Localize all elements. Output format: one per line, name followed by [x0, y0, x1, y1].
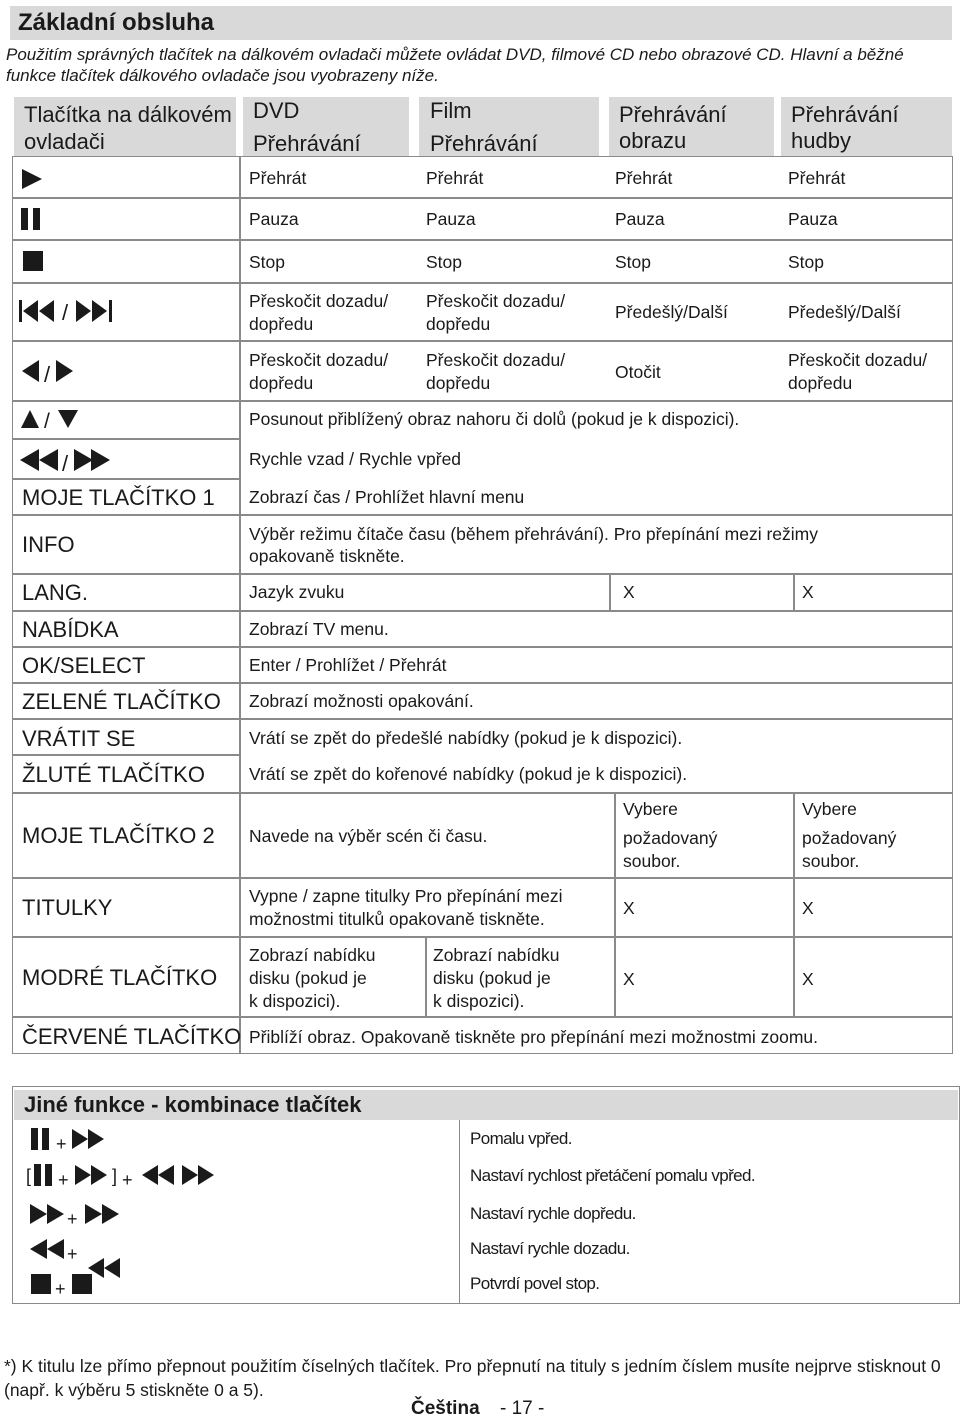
- header-music-line2: hudby: [791, 128, 851, 153]
- skip-dvd-line2: dopředu: [249, 314, 314, 334]
- skip-music: Předešlý/Další: [788, 302, 901, 322]
- lr-image: Otočit: [615, 362, 661, 382]
- lang-music: X: [802, 582, 814, 602]
- yellow-text: Vrátí se zpět do kořenové nabídky (pokud je k dispozici).: [249, 764, 688, 784]
- lang-text: Jazyk zvuku: [249, 582, 345, 602]
- pause-music: Pauza: [788, 209, 838, 229]
- blue-film-l2: disku (pokud je: [433, 968, 551, 988]
- other-functions-title: Jiné funkce - kombinace tlačítek: [24, 1092, 362, 1117]
- my-button-1-text: Zobrazí čas / Prohlížet hlavní menu: [249, 487, 525, 507]
- plus-5: +: [67, 1244, 78, 1264]
- header-dvd-line1: DVD: [253, 98, 300, 123]
- subtitles-image: X: [623, 898, 635, 918]
- pause-icon: [20, 207, 42, 231]
- lr-music-line1: Přeskočit dozadu/: [788, 350, 928, 370]
- lang-image: X: [623, 582, 635, 602]
- skip-image: Předešlý/Další: [615, 302, 728, 322]
- play-music: Přehrát: [788, 168, 846, 188]
- stop-dvd: Stop: [249, 252, 285, 272]
- svg-text:/: /: [62, 451, 69, 473]
- my-button-2-music-l2: požadovaný: [802, 828, 897, 848]
- stop-icon: [22, 250, 44, 272]
- lr-film-line1: Přeskočit dozadu/: [426, 350, 566, 370]
- combo-text-5: Potvrdí povel stop.: [470, 1274, 600, 1293]
- blue-dvd-l1: Zobrazí nabídku: [249, 945, 376, 965]
- combo-text-2: Nastaví rychlost přetáčení pomalu vpřed.: [470, 1166, 755, 1185]
- green-text: Zobrazí možnosti opakování.: [249, 691, 474, 711]
- pause-film: Pauza: [426, 209, 476, 229]
- skip-film-line1: Přeskočit dozadu/: [426, 291, 566, 311]
- header-film-line1: Film: [430, 98, 472, 123]
- svg-text:/: /: [44, 362, 51, 384]
- header-buttons: [14, 97, 236, 156]
- red-text: Přiblíží obraz. Opakovaně tiskněte pro přepínání mezi možnostmi zoomu.: [249, 1027, 819, 1047]
- rewind-forward-icon: [18, 447, 116, 473]
- lr-dvd-line1: Přeskočit dozadu/: [249, 350, 389, 370]
- header-image: [609, 97, 774, 156]
- footer-page-number: - 17 -: [500, 1398, 545, 1419]
- label-blue-button: MODRÉ TLAČÍTKO: [22, 965, 218, 990]
- play-film: Přehrát: [426, 168, 484, 188]
- up-down-icon: [20, 408, 86, 430]
- footer-language: Čeština: [411, 1398, 480, 1419]
- label-return: VRÁTIT SE: [22, 726, 136, 751]
- pause-dvd: Pauza: [249, 209, 299, 229]
- skip-film-line2: dopředu: [426, 314, 491, 334]
- label-yellow-button: ŽLUTÉ TLAČÍTKO: [22, 762, 205, 787]
- blue-music: X: [802, 969, 814, 989]
- left-right-icon: [20, 358, 80, 384]
- info-text-line1: Výběr režimu čítače času (během přehrávání). Pro přepínání mezi režimy: [249, 524, 818, 544]
- combo-text-4: Nastaví rychle dozadu.: [470, 1239, 630, 1258]
- label-lang: LANG.: [22, 580, 89, 605]
- header-music: [781, 97, 952, 156]
- svg-text:/: /: [62, 300, 69, 324]
- header-image-line2: obrazu: [619, 128, 687, 153]
- header-film-line2: Přehrávání: [430, 131, 538, 156]
- blue-dvd-l2: disku (pokud je: [249, 968, 367, 988]
- my-button-2-image-l1: Vybere: [623, 799, 678, 819]
- label-subtitles: TITULKY: [22, 895, 113, 920]
- footnote: *) K titulu lze přímo přepnout použitím číselných tlačítek. Pro přepnutí na tituly s jedním číslem musíte nejprve stisknout 0 (např. k výběru 5 stiskněte 0 a 5).: [4, 1356, 941, 1400]
- return-text: Vrátí se zpět do předešlé nabídky (pokud je k dispozici).: [249, 728, 683, 748]
- subtitles-text-l1: Vypne / zapne titulky Pro přepínání mezi: [249, 886, 563, 906]
- skip-prev-next-icon: [18, 298, 120, 324]
- play-dvd: Přehrát: [249, 168, 307, 188]
- plus-2: +: [58, 1170, 69, 1190]
- my-button-2-music-l3: soubor.: [802, 851, 860, 871]
- label-green-button: ZELENÉ TLAČÍTKO: [22, 689, 221, 714]
- plus-4: +: [67, 1209, 78, 1229]
- blue-film-l1: Zobrazí nabídku: [433, 945, 560, 965]
- plus-6: +: [55, 1279, 66, 1299]
- lr-dvd-line2: dopředu: [249, 373, 314, 393]
- label-my-button-1: MOJE TLAČÍTKO 1: [22, 485, 215, 510]
- bracket-close: ]: [112, 1166, 118, 1186]
- subtitles-text-l2: možnostmi titulků opakovaně tiskněte.: [249, 909, 545, 929]
- header-dvd: [243, 97, 409, 156]
- header-buttons-label: Tlačítka na dálkovém ovladači: [24, 102, 232, 154]
- bracket-open: [: [26, 1166, 32, 1186]
- blue-film-l3: k dispozici).: [433, 991, 525, 1011]
- my-button-2-text: Navede na výběr scén či času.: [249, 826, 488, 846]
- stop-film: Stop: [426, 252, 462, 272]
- combo-text-3: Nastaví rychle dopředu.: [470, 1204, 636, 1223]
- header-dvd-line2: Přehrávání: [253, 131, 361, 156]
- section-title-bar: [10, 6, 952, 40]
- combo-text-1: Pomalu vpřed.: [470, 1129, 572, 1148]
- plus-3: +: [122, 1170, 133, 1190]
- stop-image: Stop: [615, 252, 651, 272]
- blue-dvd-l3: k dispozici).: [249, 991, 341, 1011]
- other-functions-header: [14, 1090, 958, 1120]
- updown-text: Posunout přiblížený obraz nahoru či dolů (pokud je k dispozici).: [249, 409, 740, 429]
- lr-film-line2: dopředu: [426, 373, 491, 393]
- subtitles-music: X: [802, 898, 814, 918]
- intro-text: Použitím správných tlačítek na dálkovém ovladači můžete ovládat DVD, filmové CD nebo obrazové CD. Hlavní a běžné funkce tlačítek dálkového ovladače jsou vyobrazeny níže.: [6, 45, 904, 85]
- skip-dvd-line1: Přeskočit dozadu/: [249, 291, 389, 311]
- label-ok-select: OK/SELECT: [22, 653, 146, 678]
- rewff-text: Rychle vzad / Rychle vpřed: [249, 449, 462, 469]
- lr-music-line2: dopředu: [788, 373, 853, 393]
- play-icon: [20, 167, 44, 191]
- blue-image: X: [623, 969, 635, 989]
- my-button-2-music-l1: Vybere: [802, 799, 857, 819]
- stop-music: Stop: [788, 252, 824, 272]
- svg-text:/: /: [44, 410, 50, 430]
- label-my-button-2: MOJE TLAČÍTKO 2: [22, 823, 215, 848]
- label-info: INFO: [22, 532, 75, 557]
- header-film: [419, 97, 599, 156]
- label-menu: NABÍDKA: [22, 617, 119, 642]
- label-red-button: ČERVENÉ TLAČÍTKO: [22, 1024, 242, 1049]
- ok-text: Enter / Prohlížet / Přehrát: [249, 655, 447, 675]
- pause-image: Pauza: [615, 209, 665, 229]
- plus-1: +: [56, 1134, 67, 1154]
- menu-text: Zobrazí TV menu.: [249, 619, 389, 639]
- header-image-line1: Přehrávání: [619, 102, 727, 127]
- info-text-line2: opakovaně tiskněte.: [249, 546, 405, 566]
- combo-pause-ff-icon: [30, 1128, 114, 1150]
- combo-rew-icon: [30, 1238, 70, 1260]
- my-button-2-image-l3: soubor.: [623, 851, 681, 871]
- play-image: Přehrát: [615, 168, 673, 188]
- page-title: Základní obsluha: [18, 9, 215, 36]
- my-button-2-image-l2: požadovaný: [623, 828, 718, 848]
- header-music-line1: Přehrávání: [791, 102, 899, 127]
